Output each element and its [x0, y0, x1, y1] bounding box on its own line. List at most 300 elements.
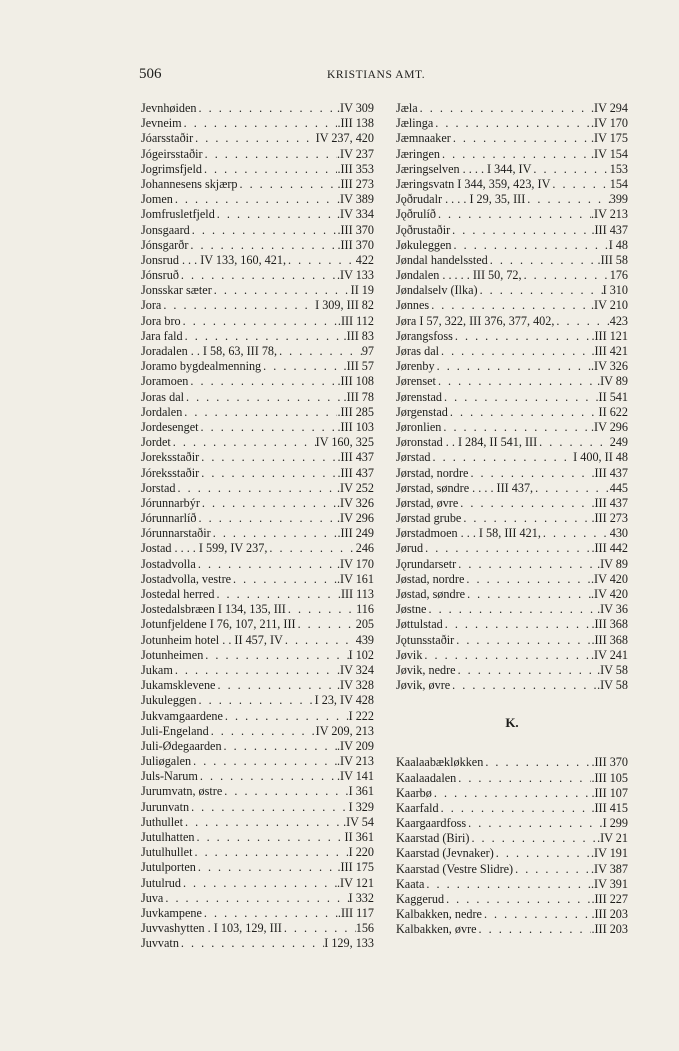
dot-leader [199, 450, 337, 465]
entry-name: Jordalen [141, 404, 183, 419]
index-entry [396, 755, 628, 770]
entry-name: Jøstad, nordre [396, 571, 465, 586]
index-entry [141, 314, 374, 329]
entry-reference: 423 [609, 313, 628, 328]
entry-name: Jutulporten [141, 860, 196, 875]
dot-leader [231, 572, 337, 587]
entry-reference: .IV 326 [590, 359, 628, 374]
entry-reference: .III 273 [591, 511, 628, 526]
index-entry [396, 435, 628, 450]
entry-reference: .IV 141 [336, 769, 374, 784]
entry-reference: .IV 121 [336, 875, 374, 890]
index-entry [141, 709, 374, 724]
entry-name: Jonsrud . . . IV 133, 160, 421, [141, 252, 287, 267]
index-entry [396, 466, 628, 481]
entry-reference: .III 437 [337, 450, 374, 465]
entry-name: Juli-Ødegaarden [141, 738, 222, 753]
dot-leader [189, 800, 349, 815]
dot-leader [440, 147, 591, 162]
index-entry [396, 390, 628, 405]
dot-leader [197, 511, 337, 526]
index-entry [141, 663, 374, 678]
entry-reference: IV 160, 325 [315, 435, 374, 450]
entry-name: Jørstad, nordre [396, 465, 469, 480]
entry-reference: .IV 154 [590, 146, 628, 161]
entry-name: Jostadvolla [141, 556, 196, 571]
entry-reference: 97 [361, 344, 374, 358]
entry-reference: .IV 420 [590, 571, 628, 586]
entry-reference: .IV 209 [336, 738, 374, 753]
index-entry [396, 481, 628, 496]
section-letter: K. [505, 715, 519, 731]
index-entry [141, 238, 374, 253]
index-entry [396, 329, 628, 344]
entry-name: Joras dal [141, 389, 184, 404]
index-entry [141, 876, 374, 891]
dot-leader [441, 420, 591, 435]
index-entry [396, 298, 628, 313]
entry-name: Juvkampene [141, 905, 202, 920]
index-entry [141, 906, 374, 921]
entry-reference: 153 [609, 161, 628, 176]
entry-name: Juvvatn [141, 936, 179, 951]
entry-name: Jøronstad . . I 284, II 541, III [396, 435, 538, 450]
entry-name: Kalbakken, øvre [396, 922, 477, 937]
entry-name: Jórunnarbýr [141, 495, 200, 510]
dot-leader [477, 922, 592, 937]
index-entry [396, 862, 628, 877]
entry-name: Jostedalsbræen I 134, 135, III [141, 602, 286, 617]
entry-name: Jórunnarlíð [141, 511, 197, 526]
index-entry [396, 238, 628, 253]
entry-reference: II 19 [350, 283, 374, 298]
entry-name: Jomfrusletfjeld [141, 207, 215, 222]
entry-name: Jæringen [396, 146, 441, 161]
dot-leader [429, 298, 591, 313]
entry-name: Juva [141, 890, 164, 905]
entry-name: Jórunnarstaðir [141, 526, 211, 541]
dot-leader [222, 784, 348, 799]
entry-reference: .IV 170 [590, 116, 628, 131]
entry-name: Jørenset [396, 374, 436, 389]
entry-name: Jørenstad [396, 389, 443, 404]
index-entry [141, 374, 374, 389]
dot-leader [533, 481, 610, 496]
dot-leader [199, 466, 337, 481]
index-entry [141, 815, 374, 830]
dot-leader [531, 162, 609, 177]
entry-name: Jøstne [396, 602, 427, 617]
index-entry [141, 526, 374, 541]
entry-reference: .III 353 [337, 161, 374, 176]
index-entry [141, 101, 374, 116]
entry-name: Jørangsfoss [396, 328, 453, 343]
dot-leader [469, 831, 597, 846]
dot-leader [296, 617, 356, 632]
entry-name: Jæringsvatn I 344, 359, 423, IV [396, 176, 551, 191]
entry-reference: .III 437 [591, 222, 628, 237]
dot-leader [442, 390, 599, 405]
index-column-right [396, 101, 628, 938]
entry-name: Jóarsstaðir [141, 131, 194, 146]
entry-reference: .IV 210 [590, 298, 628, 313]
entry-reference: I 309, III 82 [315, 298, 374, 313]
entry-reference: .IV 296 [336, 511, 374, 526]
dot-leader [191, 754, 337, 769]
entry-name: Joramo bygdealmenning [141, 359, 262, 374]
entry-name: Jøronlien [396, 419, 442, 434]
index-entry [141, 435, 374, 450]
dot-leader [196, 860, 338, 875]
dot-leader [466, 816, 602, 831]
entry-name: Joreksstaðir [141, 450, 200, 465]
entry-reference: .IV 54 [343, 814, 374, 829]
index-entry [141, 936, 374, 951]
dot-leader [431, 450, 574, 465]
dot-leader [222, 739, 337, 754]
index-entry [396, 816, 628, 831]
dot-leader [286, 602, 356, 617]
dot-leader [215, 207, 337, 222]
index-entry [396, 678, 628, 693]
entry-name: Kaarstad (Biri) [396, 831, 470, 846]
dot-leader [424, 877, 591, 892]
index-entry [396, 831, 628, 846]
index-entry [141, 420, 374, 435]
entry-reference: .IV 36 [597, 602, 628, 617]
entry-reference: 439 [355, 632, 374, 647]
index-entry [396, 420, 628, 435]
entry-reference: .III 368 [591, 632, 628, 647]
index-entry [396, 374, 628, 389]
index-entry [141, 344, 374, 359]
entry-name: Jonsskar sæter [141, 283, 212, 298]
entry-name: Johannesens skjærp [141, 176, 238, 191]
entry-name: Jønnes [396, 298, 430, 313]
entry-name: Jorstad [141, 480, 176, 495]
index-entry [396, 892, 628, 907]
entry-reference: .IV 21 [597, 831, 628, 846]
dot-leader [267, 541, 355, 556]
dot-leader [190, 223, 338, 238]
index-entry [141, 602, 374, 617]
entry-name: Jotunheim hotel . . II 457, IV [141, 632, 283, 647]
entry-name: Kaargaardfoss [396, 816, 467, 831]
entry-name: Jostedal herred [141, 587, 215, 601]
entry-name: Kaarstad (Vestre Slidre) [396, 861, 514, 876]
entry-name: Jæla [396, 101, 418, 115]
index-entry [396, 846, 628, 861]
index-entry [141, 739, 374, 754]
entry-name: Joradalen . . I 58, 63, III 78, [141, 344, 278, 358]
dot-leader [188, 374, 337, 389]
entry-reference: .IV 334 [336, 207, 374, 222]
dot-leader [261, 359, 343, 374]
dot-leader [436, 374, 597, 389]
index-entry [396, 131, 628, 146]
entry-reference: IV 237, 420 [315, 131, 374, 146]
entry-name: Jǫðrudalr . . . . I 29, 35, III [396, 192, 526, 207]
entry-name: Kaarbø [396, 785, 432, 800]
index-entry [396, 192, 628, 207]
entry-reference: II 541 [598, 389, 628, 404]
entry-name: Kaggerud [396, 892, 445, 906]
entry-reference: .IV 294 [590, 101, 628, 115]
dot-leader [209, 724, 316, 739]
entry-reference: .IV 237 [336, 146, 374, 161]
entry-reference: II 622 [598, 404, 628, 419]
index-entry [141, 405, 374, 420]
dot-leader [181, 314, 338, 329]
dot-leader [433, 116, 591, 131]
entry-name: Jǫrundarsetr [396, 556, 457, 571]
index-entry [396, 922, 628, 937]
entry-name: Jøvik, nedre [396, 662, 456, 677]
entry-name: Jøndalen . . . . . III 50, 72, [396, 268, 522, 283]
entry-name: Jógeirsstaðir [141, 146, 203, 161]
entry-reference: 154 [609, 176, 628, 191]
entry-reference: .III 138 [337, 116, 374, 131]
dot-leader [423, 541, 591, 556]
index-entry [141, 860, 374, 875]
index-entry [396, 602, 628, 617]
dot-leader [282, 921, 356, 936]
entry-name: Jøttulstad [396, 617, 443, 632]
dot-leader [283, 633, 356, 648]
entry-reference: .III 285 [337, 404, 374, 419]
entry-name: Jǫtunsstaðir [396, 632, 455, 647]
dot-leader [183, 329, 344, 344]
index-entry [141, 648, 374, 663]
dot-leader [188, 238, 337, 253]
dot-leader [456, 557, 597, 572]
entry-reference: .III 175 [337, 860, 374, 875]
dot-leader [192, 845, 348, 860]
entry-name: Jørud [396, 541, 424, 556]
index-section-j [396, 101, 628, 693]
entry-reference: I 48 [608, 237, 628, 252]
index-section-k [396, 755, 628, 937]
entry-name: Jørstad, øvre [396, 495, 459, 510]
index-entry [141, 298, 374, 313]
entry-reference: .III 107 [591, 785, 628, 800]
dot-leader [488, 253, 598, 268]
dot-leader [439, 801, 592, 816]
entry-name: Jevneim [141, 116, 182, 131]
entry-reference: .III 437 [337, 465, 374, 480]
entry-reference: .IV 420 [590, 587, 628, 601]
entry-name: Jora [141, 298, 162, 313]
index-entry [141, 147, 374, 162]
entry-name: Jóreksstaðir [141, 465, 200, 480]
index-entry [396, 405, 628, 420]
dot-leader [179, 268, 337, 283]
index-entry [141, 116, 374, 131]
entry-name: Jǫðrulíð [396, 207, 436, 222]
index-entry [396, 116, 628, 131]
entry-name: Jevnhøiden [141, 101, 197, 115]
index-entry [396, 526, 628, 541]
entry-reference: .IV 324 [336, 662, 374, 677]
dot-leader [202, 906, 338, 921]
entry-reference: .III 103 [337, 419, 374, 434]
index-entry [396, 268, 628, 283]
index-entry [396, 648, 628, 663]
dot-leader [550, 177, 609, 192]
dot-leader [237, 177, 337, 192]
dot-leader [461, 511, 591, 526]
entry-reference: .IV 391 [590, 876, 628, 891]
index-entry [396, 572, 628, 587]
entry-reference: .III 437 [591, 465, 628, 480]
index-entry [141, 769, 374, 784]
entry-name: Jara fald [141, 328, 183, 343]
index-entry [141, 845, 374, 860]
entry-reference: .III 203 [591, 922, 628, 937]
entry-name: Jukvamgaardene [141, 708, 223, 723]
entry-reference: 176 [609, 268, 628, 283]
index-entry [396, 147, 628, 162]
dot-leader [197, 101, 337, 116]
dot-leader [458, 496, 591, 511]
entry-reference: I 222 [348, 708, 374, 723]
index-entry [141, 572, 374, 587]
dot-leader [537, 435, 610, 450]
dot-leader [182, 405, 337, 420]
entry-reference: .III 442 [591, 541, 628, 556]
entry-name: Juli-Engeland [141, 723, 209, 738]
dot-leader [450, 223, 591, 238]
dot-leader [286, 253, 356, 268]
index-entry [396, 223, 628, 238]
index-entry [141, 177, 374, 192]
entry-reference: .III 421 [591, 344, 628, 358]
entry-name: Jøra I 57, 322, III 376, 377, 402, [396, 313, 555, 328]
dot-leader [444, 892, 591, 907]
entry-reference: .IV 191 [590, 846, 628, 861]
index-column-left [141, 101, 374, 952]
dot-leader [176, 481, 337, 496]
entry-reference: .IV 328 [336, 678, 374, 693]
entry-reference: 399 [609, 192, 628, 207]
dot-leader [277, 344, 362, 359]
index-entry [141, 754, 374, 769]
dot-leader [554, 314, 609, 329]
entry-name: Jøndalselv (Ilka) [396, 283, 478, 298]
index-entry [396, 177, 628, 192]
entry-name: Jørstad grube [396, 511, 462, 526]
entry-name: Jæringselven . . . . I 344, IV [396, 161, 532, 176]
index-entry [396, 283, 628, 298]
dot-leader [541, 526, 610, 541]
index-entry [141, 541, 374, 556]
entry-reference: I 23, IV 428 [314, 693, 374, 708]
entry-name: Jogrimsfjeld [141, 161, 202, 176]
entry-reference: .III 370 [337, 237, 374, 252]
index-entry [141, 390, 374, 405]
entry-reference: I 129, 133 [324, 936, 374, 951]
index-entry [141, 587, 374, 602]
index-entry [141, 466, 374, 481]
index-entry [396, 162, 628, 177]
entry-reference: .III 105 [591, 770, 628, 785]
entry-reference: 445 [609, 480, 628, 495]
entry-reference: .III 203 [591, 907, 628, 922]
index-entry [396, 907, 628, 922]
entry-reference: .IV 89 [597, 374, 628, 389]
entry-name: Kaata [396, 876, 425, 891]
index-entry [141, 131, 374, 146]
dot-leader [464, 572, 591, 587]
entry-name: Jøras dal [396, 344, 439, 358]
entry-reference: .III 368 [591, 617, 628, 632]
entry-name: Jukuleggen [141, 693, 197, 708]
entry-reference: 430 [609, 526, 628, 541]
dot-leader [196, 557, 337, 572]
index-entry [141, 496, 374, 511]
index-entry [396, 877, 628, 892]
entry-name: Jora bro [141, 313, 181, 328]
entry-reference: .III 415 [591, 800, 628, 815]
index-entry [396, 101, 628, 116]
dot-leader [163, 891, 348, 906]
entry-reference: .IV 296 [590, 419, 628, 434]
index-entry [396, 450, 628, 465]
dot-leader [211, 526, 338, 541]
dot-leader [202, 162, 338, 177]
entry-name: Jukam [141, 662, 173, 677]
entry-reference: .III 117 [337, 905, 374, 920]
dot-leader [454, 633, 591, 648]
dot-leader [194, 830, 344, 845]
entry-reference: 422 [355, 252, 374, 267]
entry-name: Jǫðrustaðir [396, 222, 451, 237]
dot-leader [161, 298, 315, 313]
index-entry [141, 921, 374, 936]
entry-name: Jordet [141, 435, 171, 450]
index-entry [396, 496, 628, 511]
index-entry [396, 511, 628, 526]
entry-name: Jotunfjeldene I 76, 107, 211, III [141, 617, 296, 632]
entry-reference: .IV 175 [590, 131, 628, 146]
entry-name: Jurunvatn [141, 799, 190, 814]
entry-reference: .IV 170 [336, 556, 374, 571]
dot-leader [522, 268, 610, 283]
dot-leader [215, 678, 337, 693]
entry-name: Joramoen [141, 374, 189, 389]
page-number: 506 [139, 66, 162, 82]
entry-reference: .IV 389 [336, 192, 374, 207]
dot-leader [179, 936, 324, 951]
dot-leader [182, 116, 338, 131]
entry-name: Jurumvatn, østre [141, 784, 223, 799]
entry-reference: .IV 252 [336, 480, 374, 495]
entry-name: Jørstad, søndre . . . . III 437, [396, 480, 534, 495]
entry-reference: 116 [356, 602, 374, 617]
entry-name: Jørenby [396, 359, 435, 374]
dot-leader [184, 390, 344, 405]
entry-reference: I 310 [602, 283, 628, 298]
entry-name: Jørgenstad [396, 404, 448, 419]
dot-leader [482, 907, 591, 922]
entry-name: Jonsgaard [141, 222, 190, 237]
index-entry [396, 359, 628, 374]
entry-reference: .III 273 [337, 176, 374, 191]
entry-reference: .III 78 [343, 389, 374, 404]
entry-name: Jøndal handelssted [396, 252, 488, 267]
index-entry [396, 786, 628, 801]
dot-leader [456, 771, 591, 786]
